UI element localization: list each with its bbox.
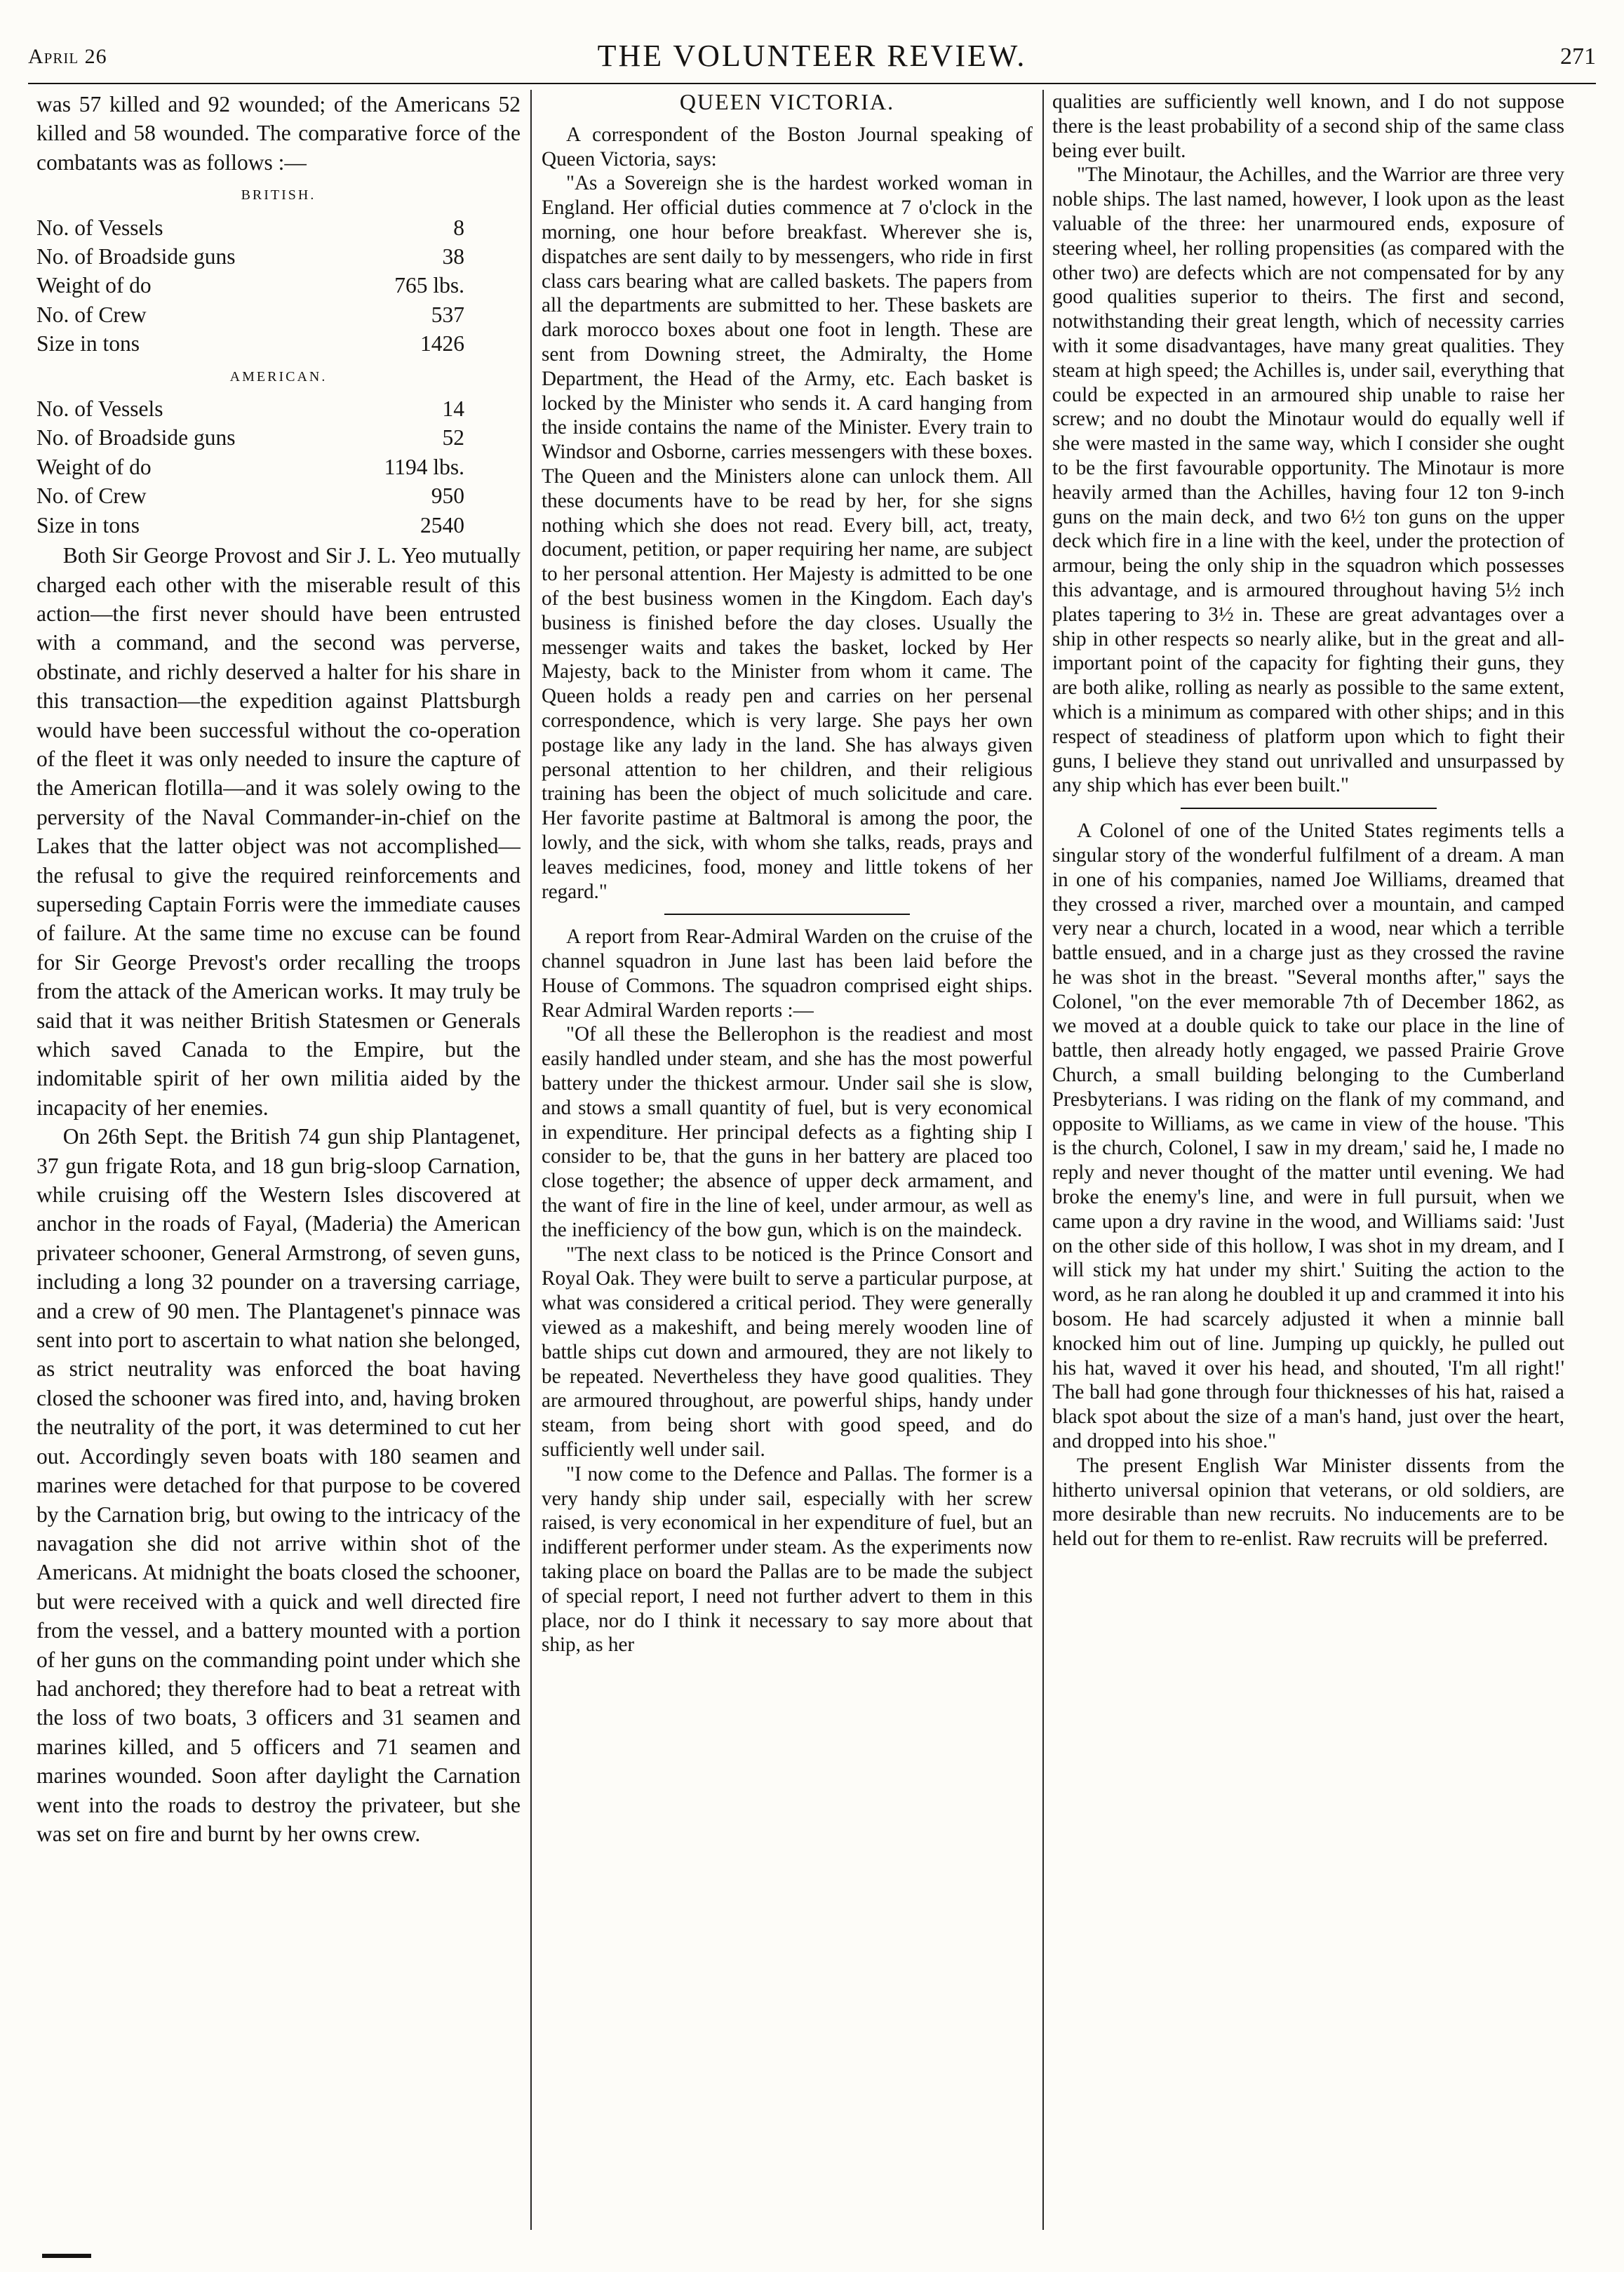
column-1 <box>36 90 521 2230</box>
column-2 <box>542 90 1033 2230</box>
quotation-paragraph: "The Minotaur, the Achilles, and the Warrior are three very noble ships. The last named, however, I look upon as the least valuable of the three: her unarmoured ends, exposure of steering wheel, her rolling propensities (as compared with the other two) are defects which are not compensated for by any good qualities superior to theirs. The first and second, notwithstanding their great length, which of necessity carries with it some disadvantages, have many great qualities. They steam at high speed; the Achilles is, under sail, everything that could be expected in an armoured ship unable to raise her screw; and no doubt the Minotaur would do equally well if she were masted in the same way, which I consider she ought to be the first favourable opportunity. The Minotaur is more heavily armed than the Achilles, having four 12 ton 9-inch guns on the main deck, and two 6½ ton guns on the upper deck which fire in a line with the keel, under the protection of armour, being the only ship in the squadron which possesses this advantage, and is armoured throughout having 5½ inch plates tapering to 3½ in. These are great advantages over a ship in other respects so nearly alike, but in the great and all-important point of the capacity for fighting their guns, they are both alike, rolling as nearly as possible to the same extent, which is a minimum as compared with other ships; and in this respect of steadiness of platform upon which to fight their guns, I believe they stand out unrivalled and unsurpassed by any ship which has ever been built." <box>1052 163 1564 797</box>
stat-row: No. of Crew 537 <box>36 302 464 327</box>
quotation-paragraph: "Of all these the Bellerophon is the readiest and most easily handled under steam, and she has the most powerful battery under the thickest armour. Under sail she is slow, and stows a small quantity of fuel, but is very economical in expenditure. Her principal defects as a fighting ship I consider to be, that the guns in her battery are placed too close together; the absence of upper deck armament, and the want of fire in the line of keel, under armour, as well as the inefficiency of the bow gun, which is on the maindeck. <box>542 1023 1033 1241</box>
paragraph: A report from Rear-Admiral Warden on the cruise of the channel squadron in June last has been laid before the House of Commons. The squadron comprised eight ships. Rear Admiral Warden reports :— <box>542 925 1033 1022</box>
page-number: 271 <box>1560 44 1596 69</box>
stat-row: No. of Broadside guns 52 <box>36 425 464 450</box>
article-divider <box>664 914 910 915</box>
paragraph: A Colonel of one of the United States regiments tells a singular story of the wonderful fulfilment of a dream. A man in one of his companies, named Joe Williams, dreamed that they crossed a river, marched over a mountain, and camped very near a church, located in a wood, near which a terrible battle ensued, and in a charge just as they crossed the ravine he was shot in the breast. "Several months after," says the Colonel, "on the ever memorable 7th of December 1862, as we moved at a double quick to take our place in the line of battle, then already hotly engaged, we passed Prairie Grove Church, a small building belonging to the Cumberland Presbyterians. I was riding on the flank of my command, and opposite to Williams, as we came in view of the house. 'This is the church, Colonel, I saw in my dream,' said he, I made no reply and never thought of the matter until evening. We had broke the enemy's line, and were in full pursuit, when we came upon a dry ravine in the wood, and Williams said: 'Just on the other side of this hollow, I was shot in my dream, and I will stick my hat under my shirt.' Suiting the action to the word, as he ran along he doubled it up and crammed it into his bosom. He had scarcely adjusted it when a minnie ball knocked him out of line. Jumping up quickly, he pulled out his hat, waved it over his head, and shouted, 'I'm all right!' The ball had gone through four thicknesses of his hat, raised a black spot about the size of a man's hand, just over the heart, and dropped into his shoe." <box>1052 820 1564 1453</box>
british-stats-table <box>36 213 521 359</box>
quotation-paragraph: "I now come to the Defence and Pallas. The former is a very handy ship under sail, especially with her screw raised, is very economical in her expenditure of fuel, but an indifferent performer under steam. As the experiments now taking place on board the Pallas are to be made the subject of special report, I need not further advert to them in this place, nor do I think it necessary to say more about that ship, as her <box>542 1462 1033 1657</box>
column-divider <box>1042 90 1044 2230</box>
paragraph: On 26th Sept. the British 74 gun ship Plantagenet, 37 gun frigate Rota, and 18 gun brig-sloop Carnation, while cruising off the Western Isles discovered at anchor in the roads of Fayal, (Maderia) the American privateer schooner, General Armstrong, of seven guns, including a long 32 pounder on a traversing carriage, and a crew of 90 men. The Plantagenet's pinnace was sent into port to ascertain to what nation she belonged, as strict neutrality was enforced the boat having closed the schooner was fired into, and, having broken the neutrality of the port, it was determined to cut her out. Accordingly seven boats with 180 seamen and marines were detached for that purpose to be covered by the Carnation brig, but owing to the intricacy of the navagation she did not arrive within shot of the Americans. At midnight the boats closed the schooner, but were received with a quick and well directed fire from the vessel, and a battery mounted with a portion of her guns on the commanding point under which she had anchored; they therefore had to beat a retreat with the loss of two boats, 3 officers and 31 seamen and marines killed, and 5 officers and 71 seamen and marines wounded. Soon after daylight the Carnation went into the roads to destroy the privateer, but she was set on fire and burnt by her owns crew. <box>36 1124 521 1846</box>
stat-row: Weight of do 765 lbs. <box>36 273 464 298</box>
paragraph: Both Sir George Provost and Sir J. L. Yeo mutually charged each other with the miserable result of this action—the first never should have been entrusted with a command, and the second was perverse, obstinate, and richly deserved a halter for his share in this transaction—the expedition against Plattsburgh would have been successful without the co-operation of the fleet it was only needed to insure the capture of the American flotilla—and it was solely owing to the perversity of the Naval Commander-in-chief on the Lakes that the latter object was not accomplished—the refusal to give the required reinforcements and superseding Captain Forris were the immediate causes of failure. At the same time no excuse can be found for Sir George Prevost's order recalling the troops from the attack of the American works. It may truly be said that it was neither British Statesmen or Generals which saved Canada to the Empire, but the indomitable spirit of her own militia aided by the incapacity of her enemies. <box>36 543 521 1120</box>
british-label: BRITISH. <box>241 187 316 203</box>
paragraph: The present English War Minister dissents from the hitherto universal opinion that veterans, or old soldiers, are more desirable than new recruits. No inducements are to be held out for them to re-enlist. Raw recruits will be preferred. <box>1052 1454 1564 1551</box>
page-header <box>28 38 1596 80</box>
paragraph: A correspondent of the Boston Journal speaking of Queen Victoria, says: <box>542 123 1033 171</box>
article-divider <box>1181 808 1437 809</box>
quotation-paragraph: "The next class to be noticed is the Prince Consort and Royal Oak. They were built to serve a particular purpose, at what was considered a critical period. They were generally viewed as a makeshift, and being merely wooden line of battle ships cut down and armoured, they are not likely to be repeated. Nevertheless they have good qualities. They are armoured throughout, are powerful ships, handy under steam, from being short with good speed, and do sufficiently well under sail. <box>542 1243 1033 1462</box>
stat-row: No. of Vessels 8 <box>36 215 464 240</box>
paragraph: was 57 killed and 92 wounded; of the Americans 52 killed and 58 wounded. The comparative force of the combatants was as follows :— <box>36 92 521 175</box>
stat-row: No. of Crew 950 <box>36 483 464 509</box>
american-stats-table <box>36 394 521 540</box>
column-3 <box>1052 90 1564 2230</box>
printer-mark <box>42 2254 91 2258</box>
stat-row: Weight of do 1194 lbs. <box>36 454 464 479</box>
paragraph: qualities are sufficiently well known, and I do not suppose there is the least probability of a second ship of the same class being ever built. <box>1052 91 1564 162</box>
american-label: AMERICAN. <box>229 368 328 385</box>
header-rule <box>28 83 1596 84</box>
stat-row: No. of Vessels 14 <box>36 396 464 422</box>
header-date: April 26 <box>28 45 107 68</box>
column-divider <box>530 90 532 2230</box>
stat-row: Size in tons 1426 <box>36 331 464 356</box>
quotation-paragraph: "As a Sovereign she is the hardest worked woman in England. Her official duties commence at 7 o'clock in the morning, one hour before breakfast. Wherever she is, dispatches are sent daily to by messengers, who ride in first class cars bearing what are called baskets. The papers from all the departments are submitted to her. These baskets are dark morocco boxes about one foot in length. These are sent from Downing street, the Admiralty, the Home Department, the Head of the Army, etc. Each basket is locked by the Minister who sends it. A card hanging from the inside contains the name of the Minister. Every train to Windsor and Osborne, carries messengers with these boxes. The Queen and the Ministers alone can unlock them. All these documents have to be read by her, for she signs nothing which she does not read. Every bill, act, treaty, document, petition, or paper requiring her name, are subject to her personal attention. Her Majesty is admitted to be one of the best business women in the Kingdom. Each day's business is finished before the day closes. Usually the messenger waits and takes the basket, locked by Her Majesty, back to the Minister from whom it came. The Queen holds a ready pen and carries on her persenal correspondence, which is very large. She pays her own postage like any lady in the land. She has always given personal attention to her children, and their religious training has been the object of much solicitude and care. Her favorite pastime at Baltmoral is among the poor, the lowly, and the sick, with whom she talks, reads, prays and leaves medicines, food, money and little tokens of her regard." <box>542 172 1033 903</box>
stat-row: No. of Broadside guns 38 <box>36 244 464 269</box>
stat-row: Size in tons 2540 <box>36 512 464 537</box>
article-heading: QUEEN VICTORIA. <box>679 90 895 114</box>
header-title: THE VOLUNTEER REVIEW. <box>597 39 1027 73</box>
